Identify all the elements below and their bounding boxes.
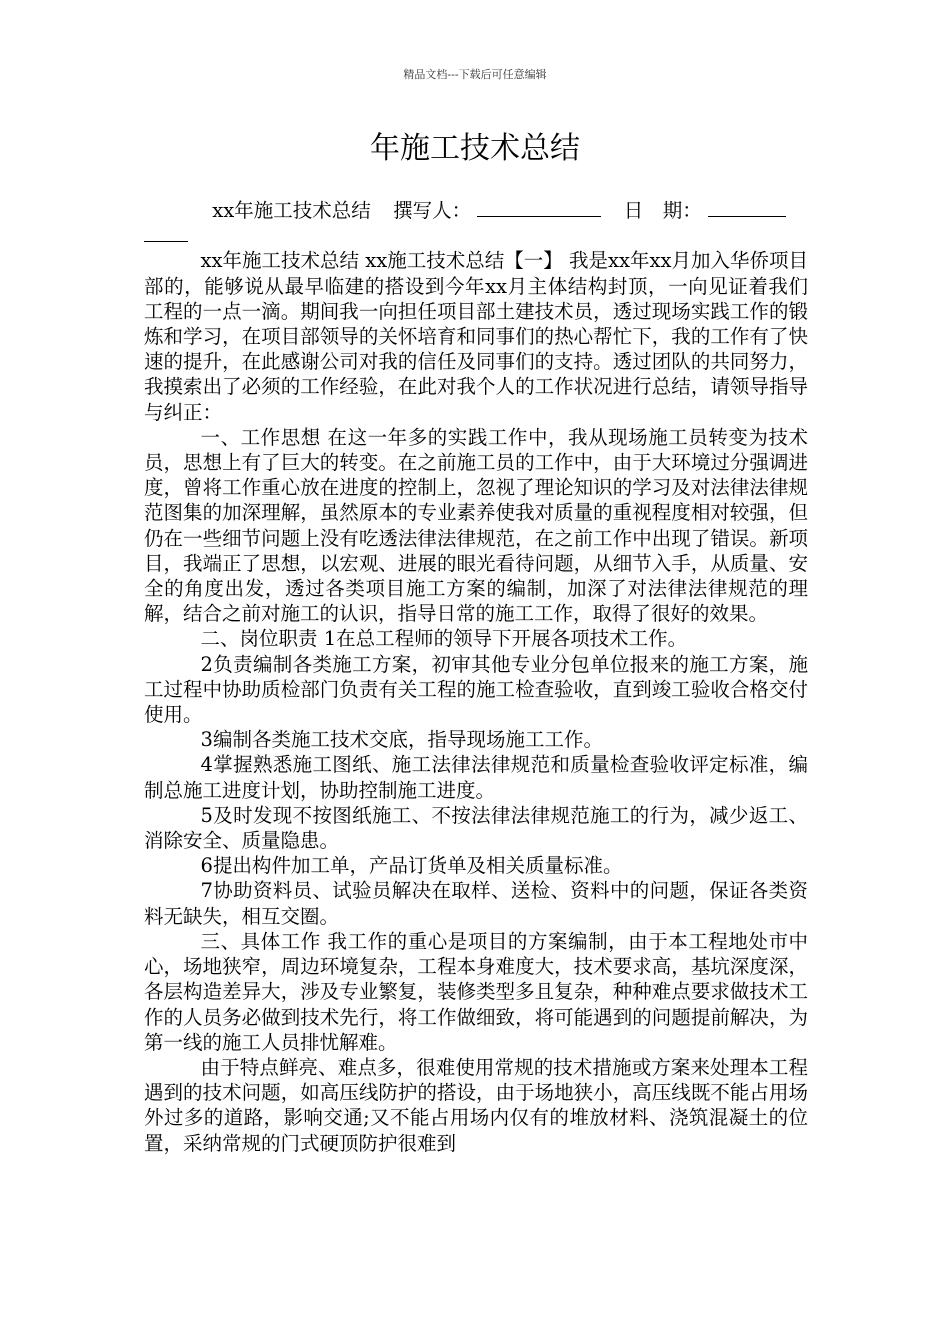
paragraph-duty-1: 二、岗位职责 1在总工程师的领导下开展各项技术工作。	[200, 627, 688, 651]
date-blank-continued	[144, 241, 188, 242]
date-blank	[708, 216, 786, 217]
paragraph-duty-5: 5及时发现不按图纸施工、不按法律法律规范施工的行为，减少返工、消除安全、质量隐患。	[144, 803, 808, 853]
document-title: 年施工技术总结	[370, 131, 580, 166]
document-meta-line	[144, 198, 808, 248]
paragraph-duty-4: 4掌握熟悉施工图纸、施工法律法律规范和质量检查验收评定标准，编制总施工进度计划，协助控制施工进度。	[144, 753, 808, 802]
paragraph-intro: xx年施工技术总结 xx施工技术总结【一】 我是xx年xx月加入华侨项目部的，能够说从最早临建的搭设到今年xx月主体结构封顶，一向见证着我们工程的一点一滴。期间我一向担任项目部土建技术员，透过现场实践工作的锻炼和学习，在项目部领导的关怀培育和同事们的热心帮忙下，我的工作有了快速的提升，在此感谢公司对我的信任及同事们的支持。透过团队的共同努力，我摸索出了必须的工作经验，在此对我个人的工作状况进行总结，请领导指导与纠正：	[144, 249, 808, 424]
paragraph-duty-6: 6提出构件加工单，产品订货单及相关质量标准。	[200, 854, 623, 878]
doc-label: xx年施工技术总结	[212, 199, 371, 222]
date-label: 日 期：	[623, 199, 702, 222]
paragraph-work-thinking: 一、工作思想 在这一年多的实践工作中，我从现场施工员转变为技术员，思想上有了巨大的转变。在之前施工员的工作中，由于大环境过分强调进度，曾将工作重心放在进度的控制上，忽视了理论知识的学习及对法律法律规范图集的加深理解，虽然原本的专业素养使我对质量的重视程度相对较强，但仍在一些细节问题上没有吃透法律法律规范，在之前工作中出现了错误。新项目，我端正了思想，以宏观、进展的眼光看待问题，从细节入手，从质量、安全的角度出发，透过各类项目施工方案的编制，加深了对法律法律规范的理解，结合之前对施工的认识，指导日常的施工工作，取得了很好的效果。	[144, 425, 808, 626]
author-label: 撰写人：	[393, 199, 472, 222]
paragraph-difficulties: 由于特点鲜亮、难点多，很难使用常规的技术措施或方案来处理本工程遇到的技术问题，如高压线防护的搭设，由于场地狭小，高压线既不能占用场外过多的道路，影响交通;又不能占用场内仅有的堆放材料、浇筑混凝土的位置，采纳常规的门式硬顶防护很难到	[144, 1055, 808, 1155]
author-blank	[477, 216, 601, 217]
page-header-note: 精品文档---下载后可任意编辑	[403, 68, 547, 81]
paragraph-duty-3: 3编制各类施工技术交底，指导现场施工工作。	[200, 728, 603, 752]
paragraph-specific-work: 三、具体工作 我工作的重心是项目的方案编制，由于本工程地处市中心，场地狭窄，周边环境复杂，工程本身难度大，技术要求高，基坑深度深，各层构造差异大，涉及专业繁复，装修类型多且复杂，种种难点要求做技术工作的人员务必做到技术先行，将工作做细致，将可能遇到的问题提前解决，为第一线的施工人员排忧解难。	[144, 929, 808, 1054]
paragraph-duty-7: 7协助资料员、试验员解决在取样、送检、资料中的问题，保证各类资料无缺失，相互交圈。	[144, 879, 808, 928]
paragraph-duty-2: 2负责编制各类施工方案，初审其他专业分包单位报来的施工方案，施工过程中协助质检部门负责有关工程的施工检查验收，直到竣工验收合格交付使用。	[144, 652, 808, 727]
document-body	[144, 198, 808, 1156]
